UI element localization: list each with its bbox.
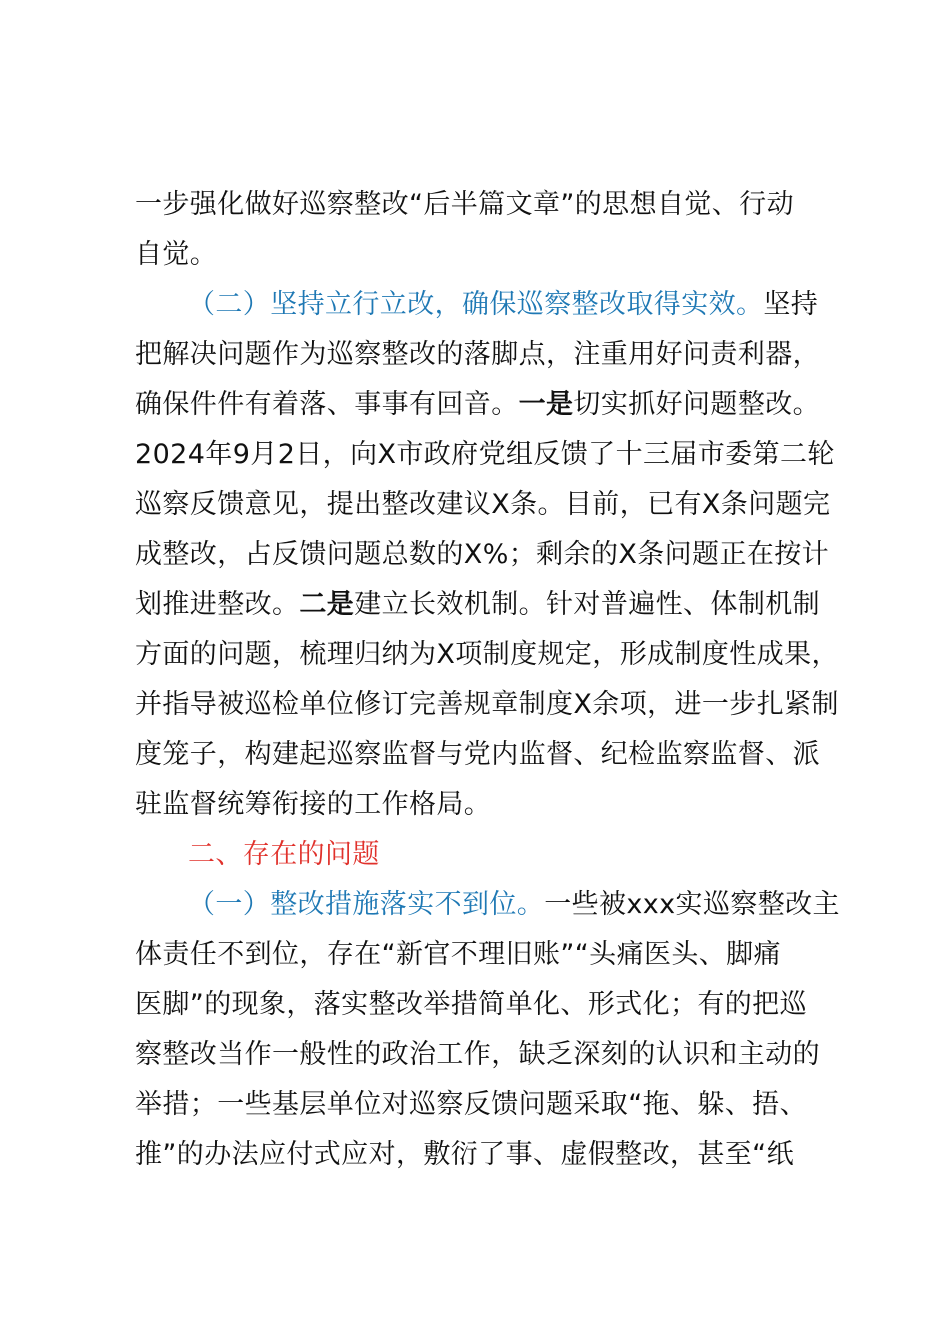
emphasis-text: 一是: [518, 389, 574, 420]
paragraph-line: [188, 280, 818, 330]
subsection-heading: （一）整改措施落实不到位。: [188, 889, 545, 920]
paragraph-line: [188, 880, 840, 930]
paragraph-line: 察整改当作一般性的政治工作，缺乏深刻的认识和主动的: [135, 1039, 820, 1070]
paragraph-line: 自觉。: [135, 239, 218, 270]
paragraph-text: 划推进整改。: [135, 589, 300, 620]
paragraph-line: 体责任不到位，存在“新官不理旧账”“头痛医头、脚痛: [135, 939, 781, 970]
paragraph-text: 建立长效机制。针对普遍性、体制机制: [354, 589, 821, 620]
paragraph-line: 成整改，占反馈问题总数的X%；剩余的X条问题正在按计: [135, 539, 830, 570]
paragraph-text: 切实抓好问题整改。: [573, 389, 821, 420]
paragraph-line: 医脚”的现象，落实整改举措简单化、形式化；有的把巡: [135, 989, 807, 1020]
paragraph-text: 一些被xxx实巡察整改主: [544, 889, 840, 920]
paragraph-line: 推”的办法应付式应对，敷衍了事、虚假整改，甚至“纸: [135, 1139, 794, 1170]
paragraph-text: 确保件件有着落、事事有回音。: [135, 389, 519, 420]
section-heading: 二、存在的问题: [188, 839, 380, 870]
paragraph-line: 方面的问题，梳理归纳为X项制度规定，形成制度性成果，: [135, 639, 839, 670]
paragraph-line: 巡察反馈意见，提出整改建议X条。目前，已有X条问题完: [135, 489, 831, 520]
paragraph-line: 2024年9月2日，向X市政府党组反馈了十三届市委第二轮: [135, 439, 835, 470]
paragraph-line: 举措；一些基层单位对巡察反馈问题采取“拖、躲、捂、: [135, 1089, 807, 1120]
paragraph-line: 度笼子，构建起巡察监督与党内监督、纪检监察监督、派: [135, 739, 820, 770]
paragraph-line: 驻监督统筹衔接的工作格局。: [135, 789, 492, 820]
paragraph-line: [135, 380, 820, 430]
emphasis-text: 二是: [299, 589, 355, 620]
subsection-heading: （二）坚持立行立改，确保巡察整改取得实效。: [188, 289, 764, 320]
paragraph-line: 并指导被巡检单位修订完善规章制度X余项，进一步扎紧制: [135, 689, 839, 720]
paragraph-line: [135, 580, 820, 630]
paragraph-text: 坚持: [763, 289, 819, 320]
paragraph-line: 把解决问题作为巡察整改的落脚点，注重用好问责利器，: [135, 339, 820, 370]
paragraph-line: 一步强化做好巡察整改“后半篇文章”的思想自觉、行动: [135, 189, 794, 220]
